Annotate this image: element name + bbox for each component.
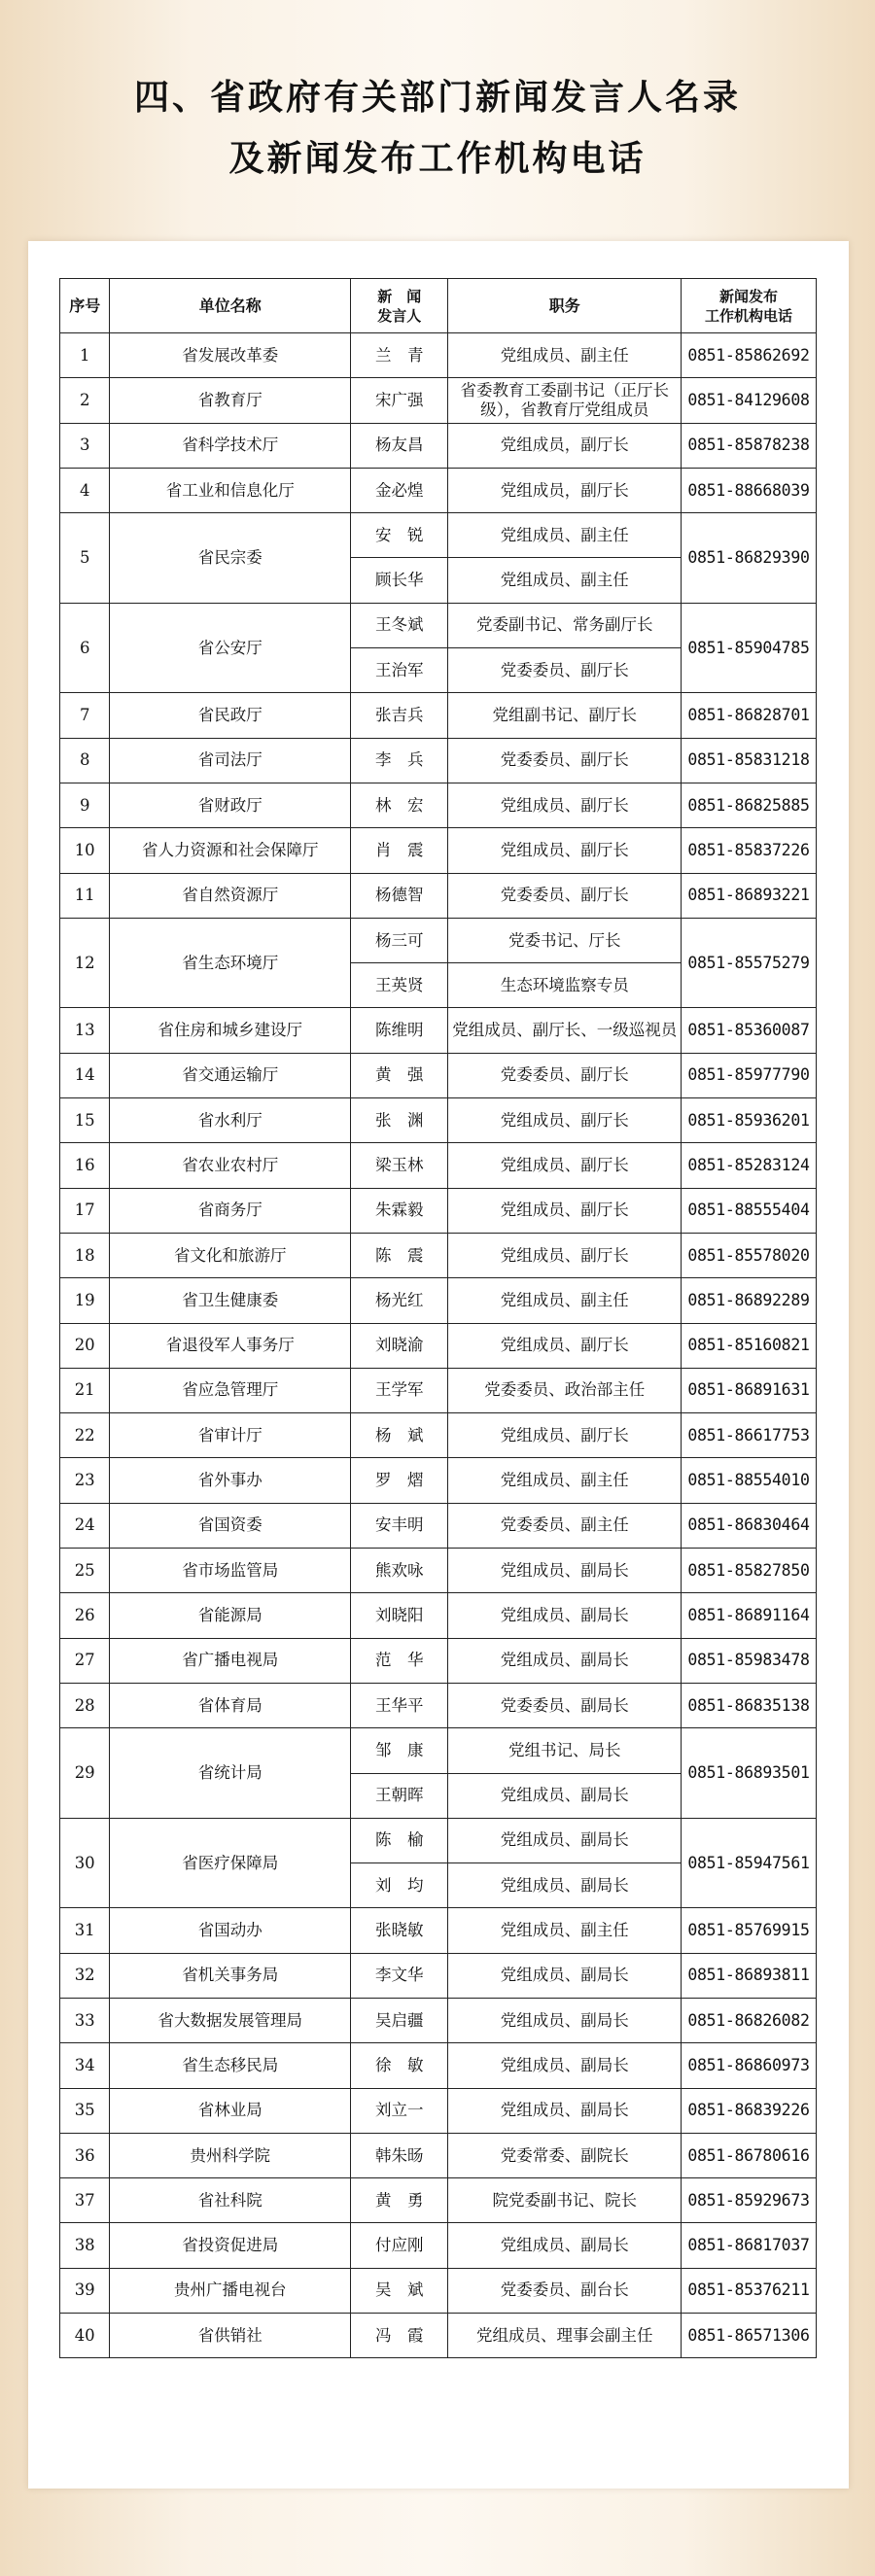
- cell-unit-name: 省机关事务局: [110, 1953, 351, 1998]
- cell-unit-name: 省水利厅: [110, 1098, 351, 1143]
- table-row: [60, 1368, 817, 1412]
- cell-unit-name: 省司法厅: [110, 738, 351, 783]
- table-row: [60, 2178, 817, 2223]
- cell-unit-name: 省公安厅: [110, 603, 351, 693]
- cell-spokesman-name: 付应刚: [351, 2223, 448, 2268]
- cell-press-phone: 0851-85827850: [681, 1549, 816, 1593]
- cell-unit-name: 省自然资源厅: [110, 873, 351, 918]
- cell-seq: 38: [60, 2223, 110, 2268]
- cell-unit-name: 省供销社: [110, 2314, 351, 2358]
- cell-press-phone: 0851-85983478: [681, 1638, 816, 1683]
- cell-position: 党委委员、副主任: [448, 1503, 681, 1548]
- table-row: [60, 783, 817, 827]
- cell-position: 党委书记、厅长: [448, 918, 681, 962]
- cell-press-phone: 0851-85936201: [681, 1098, 816, 1143]
- cell-unit-name: 省财政厅: [110, 783, 351, 827]
- cell-press-phone: 0851-86826082: [681, 1998, 816, 2042]
- cell-position: 党组成员、副局长: [448, 1818, 681, 1862]
- cell-seq: 23: [60, 1458, 110, 1503]
- table-row: [60, 1053, 817, 1097]
- cell-unit-name: 省国动办: [110, 1908, 351, 1953]
- cell-unit-name: 省住房和城乡建设厅: [110, 1008, 351, 1053]
- cell-unit-name: 省医疗保障局: [110, 1818, 351, 1908]
- cell-unit-name: 省退役军人事务厅: [110, 1323, 351, 1368]
- cell-seq: 31: [60, 1908, 110, 1953]
- cell-seq: 9: [60, 783, 110, 827]
- cell-seq: 15: [60, 1098, 110, 1143]
- table-row: [60, 1413, 817, 1458]
- cell-seq: 26: [60, 1593, 110, 1638]
- cell-spokesman-name: 梁玉林: [351, 1143, 448, 1188]
- table-header-row: [60, 279, 817, 333]
- cell-press-phone: 0851-86829390: [681, 513, 816, 604]
- cell-press-phone: 0851-85360087: [681, 1008, 816, 1053]
- cell-spokesman-name: 罗 熠: [351, 1458, 448, 1503]
- cell-press-phone: 0851-86893501: [681, 1728, 816, 1819]
- cell-spokesman-name: 李 兵: [351, 738, 448, 783]
- cell-spokesman-name: 杨友昌: [351, 423, 448, 468]
- cell-position: 党组成员、副局长: [448, 1593, 681, 1638]
- cell-spokesman-name: 王英贤: [351, 963, 448, 1008]
- cell-seq: 1: [60, 333, 110, 378]
- cell-unit-name: 省社科院: [110, 2178, 351, 2223]
- table-row: [60, 1908, 817, 1953]
- cell-press-phone: 0851-84129608: [681, 378, 816, 423]
- cell-seq: 29: [60, 1728, 110, 1819]
- table-row: [60, 333, 817, 378]
- cell-press-phone: 0851-85837226: [681, 828, 816, 873]
- cell-spokesman-name: 范 华: [351, 1638, 448, 1683]
- cell-seq: 36: [60, 2133, 110, 2177]
- cell-seq: 6: [60, 603, 110, 693]
- table-row: [60, 1998, 817, 2042]
- cell-seq: 30: [60, 1818, 110, 1908]
- cell-seq: 27: [60, 1638, 110, 1683]
- table-row: [60, 1593, 817, 1638]
- cell-seq: 37: [60, 2178, 110, 2223]
- cell-spokesman-name: 朱霖毅: [351, 1188, 448, 1233]
- cell-position: 党委委员、政治部主任: [448, 1368, 681, 1412]
- cell-unit-name: 省投资促进局: [110, 2223, 351, 2268]
- cell-spokesman-name: 黄 勇: [351, 2178, 448, 2223]
- cell-seq: 16: [60, 1143, 110, 1188]
- cell-unit-name: 省农业农村厅: [110, 1143, 351, 1188]
- cell-spokesman-name: 林 宏: [351, 783, 448, 827]
- cell-position: 党组成员、副厅长: [448, 1098, 681, 1143]
- cell-unit-name: 省体育局: [110, 1683, 351, 1727]
- cell-spokesman-name: 顾长华: [351, 558, 448, 603]
- table-row: [60, 2043, 817, 2088]
- cell-press-phone: 0851-86780616: [681, 2133, 816, 2177]
- cell-seq: 8: [60, 738, 110, 783]
- cell-unit-name: 省大数据发展管理局: [110, 1998, 351, 2042]
- cell-press-phone: 0851-88554010: [681, 1458, 816, 1503]
- cell-unit-name: 省审计厅: [110, 1413, 351, 1458]
- cell-seq: 17: [60, 1188, 110, 1233]
- cell-position: 省委教育工委副书记（正厅长级），省教育厅党组成员: [448, 378, 681, 423]
- cell-seq: 4: [60, 468, 110, 512]
- cell-unit-name: 省文化和旅游厅: [110, 1233, 351, 1277]
- table-row: [60, 693, 817, 738]
- cell-press-phone: 0851-85929673: [681, 2178, 816, 2223]
- cell-unit-name: 省工业和信息化厅: [110, 468, 351, 512]
- cell-position: 党组成员、副厅长: [448, 1413, 681, 1458]
- cell-spokesman-name: 王学军: [351, 1368, 448, 1412]
- cell-position: 党组成员、副局长: [448, 1953, 681, 1998]
- cell-spokesman-name: 徐 敏: [351, 2043, 448, 2088]
- cell-unit-name: 省商务厅: [110, 1188, 351, 1233]
- cell-position: 党组成员、副局长: [448, 2043, 681, 2088]
- cell-position: 党组成员、副局长: [448, 1998, 681, 2042]
- cell-press-phone: 0851-85904785: [681, 603, 816, 693]
- table-row: [60, 2223, 817, 2268]
- cell-press-phone: 0851-85578020: [681, 1233, 816, 1277]
- cell-position: 党委委员、副厅长: [448, 738, 681, 783]
- table-row: [60, 1278, 817, 1323]
- cell-seq: 10: [60, 828, 110, 873]
- cell-seq: 34: [60, 2043, 110, 2088]
- cell-press-phone: 0851-85831218: [681, 738, 816, 783]
- cell-position: 生态环境监察专员: [448, 963, 681, 1008]
- cell-spokesman-name: 安 锐: [351, 513, 448, 558]
- cell-unit-name: 省发展改革委: [110, 333, 351, 378]
- cell-unit-name: 省人力资源和社会保障厅: [110, 828, 351, 873]
- cell-spokesman-name: 张晓敏: [351, 1908, 448, 1953]
- cell-seq: 19: [60, 1278, 110, 1323]
- cell-spokesman-name: 陈 震: [351, 1233, 448, 1277]
- cell-unit-name: 省应急管理厅: [110, 1368, 351, 1412]
- cell-spokesman-name: 金必煌: [351, 468, 448, 512]
- cell-spokesman-name: 韩朱旸: [351, 2133, 448, 2177]
- spokesman-directory-table: [59, 278, 817, 2358]
- cell-spokesman-name: 陈 榆: [351, 1818, 448, 1862]
- table-row: [60, 1008, 817, 1053]
- cell-press-phone: 0851-85160821: [681, 1323, 816, 1368]
- cell-spokesman-name: 杨 斌: [351, 1413, 448, 1458]
- cell-position: 党组成员、副主任: [448, 1458, 681, 1503]
- cell-seq: 21: [60, 1368, 110, 1412]
- cell-press-phone: 0851-85862692: [681, 333, 816, 378]
- cell-press-phone: 0851-85947561: [681, 1818, 816, 1908]
- cell-position: 党组成员，副厅长: [448, 423, 681, 468]
- cell-seq: 25: [60, 1549, 110, 1593]
- cell-position: 党组成员、副主任: [448, 1278, 681, 1323]
- cell-press-phone: 0851-86892289: [681, 1278, 816, 1323]
- cell-spokesman-name: 张 渊: [351, 1098, 448, 1143]
- cell-spokesman-name: 杨德智: [351, 873, 448, 918]
- cell-press-phone: 0851-86891164: [681, 1593, 816, 1638]
- table-row: [60, 378, 817, 423]
- cell-position: 党组成员、副厅长: [448, 1233, 681, 1277]
- cell-spokesman-name: 安丰明: [351, 1503, 448, 1548]
- cell-press-phone: 0851-86893221: [681, 873, 816, 918]
- cell-unit-name: 省民宗委: [110, 513, 351, 604]
- cell-spokesman-name: 张吉兵: [351, 693, 448, 738]
- cell-position: 党组成员，副厅长: [448, 468, 681, 512]
- cell-seq: 33: [60, 1998, 110, 2042]
- cell-press-phone: 0851-85878238: [681, 423, 816, 468]
- cell-press-phone: 0851-88555404: [681, 1188, 816, 1233]
- cell-position: 党组成员、副局长: [448, 2088, 681, 2133]
- cell-seq: 32: [60, 1953, 110, 1998]
- table-row: [60, 2088, 817, 2133]
- cell-unit-name: 省广播电视局: [110, 1638, 351, 1683]
- cell-position: 党组成员、副厅长: [448, 1188, 681, 1233]
- cell-seq: 24: [60, 1503, 110, 1548]
- cell-seq: 7: [60, 693, 110, 738]
- cell-position: 党组书记、局长: [448, 1728, 681, 1773]
- cell-seq: 12: [60, 918, 110, 1008]
- cell-spokesman-name: 王冬斌: [351, 603, 448, 647]
- table-row: [60, 1323, 817, 1368]
- cell-press-phone: 0851-86860973: [681, 2043, 816, 2088]
- cell-spokesman-name: 刘 均: [351, 1863, 448, 1908]
- cell-position: 党组成员、副厅长: [448, 1323, 681, 1368]
- cell-unit-name: 贵州科学院: [110, 2133, 351, 2177]
- cell-seq: 28: [60, 1683, 110, 1727]
- table-row: [60, 2268, 817, 2313]
- cell-unit-name: 省教育厅: [110, 378, 351, 423]
- table-row: [60, 468, 817, 512]
- header-phone: 新闻发布 工作机构电话: [681, 279, 816, 333]
- cell-position: 党组成员、副局长: [448, 1638, 681, 1683]
- cell-seq: 13: [60, 1008, 110, 1053]
- table-row: [60, 1143, 817, 1188]
- cell-position: 党委委员、副台长: [448, 2268, 681, 2313]
- cell-position: 党组成员、副主任: [448, 333, 681, 378]
- cell-press-phone: 0851-85977790: [681, 1053, 816, 1097]
- cell-seq: 18: [60, 1233, 110, 1277]
- cell-press-phone: 0851-86830464: [681, 1503, 816, 1548]
- cell-seq: 5: [60, 513, 110, 604]
- cell-press-phone: 0851-86825885: [681, 783, 816, 827]
- cell-unit-name: 省林业局: [110, 2088, 351, 2133]
- cell-position: 党组副书记、副厅长: [448, 693, 681, 738]
- cell-unit-name: 省民政厅: [110, 693, 351, 738]
- cell-unit-name: 省科学技术厅: [110, 423, 351, 468]
- cell-spokesman-name: 宋广强: [351, 378, 448, 423]
- cell-spokesman-name: 杨三可: [351, 918, 448, 962]
- table-row: [60, 1638, 817, 1683]
- cell-press-phone: 0851-86891631: [681, 1368, 816, 1412]
- cell-press-phone: 0851-86571306: [681, 2314, 816, 2358]
- cell-position: 党组成员、副局长: [448, 1863, 681, 1908]
- cell-spokesman-name: 黄 强: [351, 1053, 448, 1097]
- cell-position: 党组成员、副局长: [448, 1773, 681, 1818]
- cell-press-phone: 0851-86835138: [681, 1683, 816, 1727]
- table-body: [60, 333, 817, 2358]
- cell-seq: 20: [60, 1323, 110, 1368]
- cell-spokesman-name: 熊欢咏: [351, 1549, 448, 1593]
- cell-press-phone: 0851-85575279: [681, 918, 816, 1008]
- cell-unit-name: 省市场监管局: [110, 1549, 351, 1593]
- table-row: [60, 1458, 817, 1503]
- table-row: [60, 2314, 817, 2358]
- cell-spokesman-name: 邹 康: [351, 1728, 448, 1773]
- cell-position: 党组成员、副局长: [448, 1549, 681, 1593]
- cell-spokesman-name: 吴启疆: [351, 1998, 448, 2042]
- cell-seq: 3: [60, 423, 110, 468]
- table-row: [60, 1233, 817, 1277]
- cell-position: 党组成员、副主任: [448, 513, 681, 558]
- cell-press-phone: 0851-86617753: [681, 1413, 816, 1458]
- cell-spokesman-name: 肖 震: [351, 828, 448, 873]
- cell-spokesman-name: 刘晓阳: [351, 1593, 448, 1638]
- table-row: [60, 1728, 817, 1773]
- title-block: [0, 0, 875, 238]
- cell-press-phone: 0851-86828701: [681, 693, 816, 738]
- cell-position: 党委委员、副厅长: [448, 648, 681, 693]
- cell-position: 党组成员、副厅长、一级巡视员: [448, 1008, 681, 1053]
- directory-sheet: [28, 241, 849, 2489]
- table-row: [60, 1818, 817, 1862]
- table-row: [60, 828, 817, 873]
- cell-press-phone: 0851-88668039: [681, 468, 816, 512]
- cell-position: 党委副书记、常务副厅长: [448, 603, 681, 647]
- cell-press-phone: 0851-85376211: [681, 2268, 816, 2313]
- cell-spokesman-name: 王朝晖: [351, 1773, 448, 1818]
- table-row: [60, 738, 817, 783]
- cell-unit-name: 省卫生健康委: [110, 1278, 351, 1323]
- table-row: [60, 1549, 817, 1593]
- cell-position: 党委委员、副厅长: [448, 1053, 681, 1097]
- cell-seq: 40: [60, 2314, 110, 2358]
- cell-spokesman-name: 刘立一: [351, 2088, 448, 2133]
- cell-seq: 14: [60, 1053, 110, 1097]
- cell-position: 党组成员、副局长: [448, 2223, 681, 2268]
- cell-unit-name: 省能源局: [110, 1593, 351, 1638]
- table-row: [60, 423, 817, 468]
- cell-spokesman-name: 刘晓渝: [351, 1323, 448, 1368]
- cell-position: 党委委员、副局长: [448, 1683, 681, 1727]
- header-spokesman: 新 闻 发言人: [351, 279, 448, 333]
- header-position: 职务: [448, 279, 681, 333]
- cell-press-phone: 0851-85283124: [681, 1143, 816, 1188]
- cell-unit-name: 省生态移民局: [110, 2043, 351, 2088]
- cell-unit-name: 省生态环境厅: [110, 918, 351, 1008]
- table-row: [60, 1503, 817, 1548]
- cell-seq: 22: [60, 1413, 110, 1458]
- cell-seq: 35: [60, 2088, 110, 2133]
- cell-unit-name: 贵州广播电视台: [110, 2268, 351, 2313]
- cell-press-phone: 0851-86893811: [681, 1953, 816, 1998]
- table-row: [60, 603, 817, 647]
- header-seq: 序号: [60, 279, 110, 333]
- header-unit: 单位名称: [110, 279, 351, 333]
- table-row: [60, 873, 817, 918]
- cell-position: 党组成员、副主任: [448, 558, 681, 603]
- cell-spokesman-name: 冯 霞: [351, 2314, 448, 2358]
- cell-position: 党组成员、副厅长: [448, 783, 681, 827]
- table-row: [60, 1683, 817, 1727]
- cell-position: 党组成员、副主任: [448, 1908, 681, 1953]
- cell-position: 党委委员、副厅长: [448, 873, 681, 918]
- table-row: [60, 918, 817, 962]
- cell-spokesman-name: 李文华: [351, 1953, 448, 1998]
- page-title-line-1: 四、省政府有关部门新闻发言人名录: [133, 78, 741, 118]
- table-row: [60, 2133, 817, 2177]
- cell-unit-name: 省外事办: [110, 1458, 351, 1503]
- cell-seq: 11: [60, 873, 110, 918]
- cell-position: 党组成员、理事会副主任: [448, 2314, 681, 2358]
- table-row: [60, 513, 817, 558]
- cell-seq: 2: [60, 378, 110, 423]
- cell-seq: 39: [60, 2268, 110, 2313]
- table-row: [60, 1098, 817, 1143]
- cell-position: 党委常委、副院长: [448, 2133, 681, 2177]
- table-row: [60, 1953, 817, 1998]
- cell-position: 党组成员、副厅长: [448, 828, 681, 873]
- cell-press-phone: 0851-86817037: [681, 2223, 816, 2268]
- cell-spokesman-name: 陈维明: [351, 1008, 448, 1053]
- cell-position: 院党委副书记、院长: [448, 2178, 681, 2223]
- cell-spokesman-name: 王华平: [351, 1683, 448, 1727]
- cell-spokesman-name: 王治军: [351, 648, 448, 693]
- cell-spokesman-name: 杨光红: [351, 1278, 448, 1323]
- cell-press-phone: 0851-86839226: [681, 2088, 816, 2133]
- cell-press-phone: 0851-85769915: [681, 1908, 816, 1953]
- cell-position: 党组成员、副厅长: [448, 1143, 681, 1188]
- cell-spokesman-name: 兰 青: [351, 333, 448, 378]
- cell-spokesman-name: 吴 斌: [351, 2268, 448, 2313]
- table-row: [60, 1188, 817, 1233]
- cell-unit-name: 省统计局: [110, 1728, 351, 1819]
- page-title-line-2: 及新闻发布工作机构电话: [228, 139, 647, 179]
- cell-unit-name: 省交通运输厅: [110, 1053, 351, 1097]
- cell-unit-name: 省国资委: [110, 1503, 351, 1548]
